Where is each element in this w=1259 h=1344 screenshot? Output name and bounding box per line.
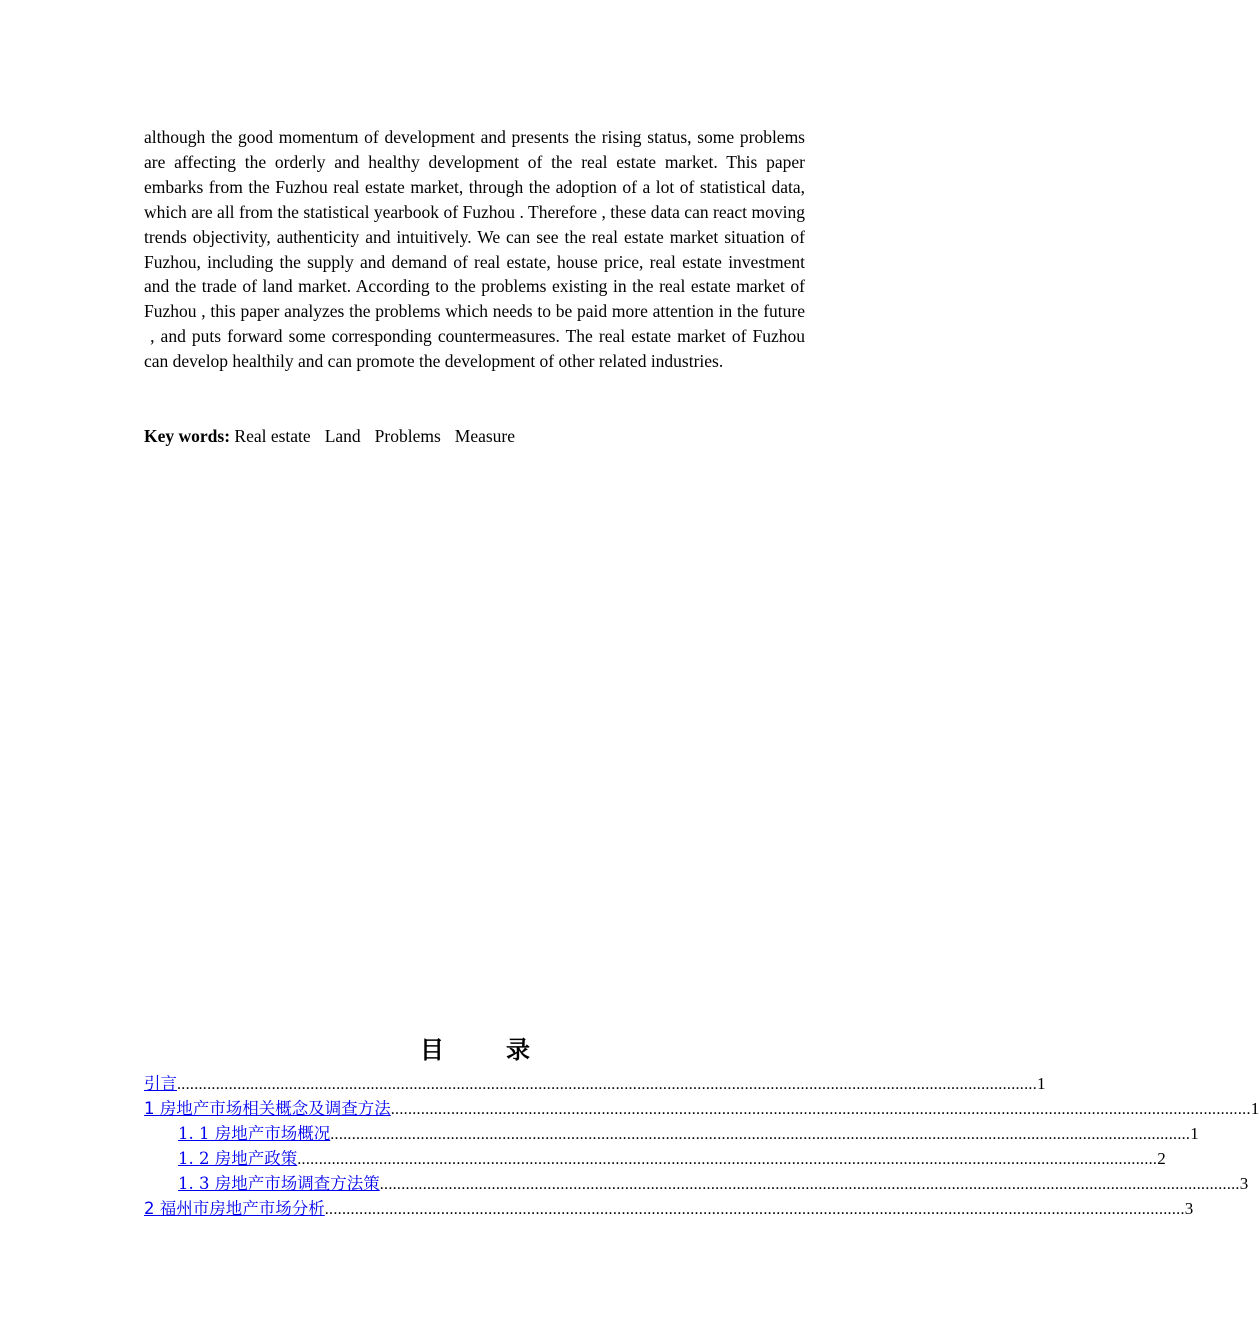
toc-entry xyxy=(144,1071,1046,1096)
toc-page-number: 1 xyxy=(1037,1074,1046,1093)
toc-title-char: 目 xyxy=(420,1036,444,1064)
toc-entry xyxy=(144,1146,1166,1171)
toc-entry xyxy=(144,1171,1249,1196)
toc-page-number: 2 xyxy=(1157,1149,1166,1168)
toc-page-number: 1 xyxy=(1190,1124,1199,1143)
toc-leader-dots: ........................................................................................................................................................................................................ xyxy=(390,1101,1251,1118)
table-of-contents xyxy=(144,1071,1259,1221)
keywords-line xyxy=(144,424,805,448)
toc-link-section-1-1[interactable]: 1. 1 房地产市场概况 xyxy=(178,1124,331,1143)
toc-leader-dots: ........................................................................................................................................................................................................ xyxy=(177,1076,1037,1093)
keyword-item: Real estate xyxy=(234,426,311,446)
toc-link-introduction[interactable]: 引言 xyxy=(144,1074,177,1093)
toc-leader-dots: ........................................................................................................................................................................................................ xyxy=(324,1201,1185,1218)
toc-page-number: 3 xyxy=(1239,1174,1249,1193)
toc-entry xyxy=(144,1121,1199,1146)
toc-link-section-1-3[interactable]: 1. 3 房地产市场调查方法策 xyxy=(178,1174,380,1193)
toc-title-char: 录 xyxy=(506,1036,530,1064)
toc-link-section-1-2[interactable]: 1. 2 房地产政策 xyxy=(178,1149,298,1168)
toc-entry xyxy=(144,1196,1194,1221)
toc-entry xyxy=(144,1096,1259,1121)
toc-page-number: 1 xyxy=(1250,1099,1259,1118)
keywords-label: Key words: xyxy=(144,426,231,446)
keyword-item: Land xyxy=(324,426,361,446)
toc-leader-dots: ........................................................................................................................................................................................................ xyxy=(330,1126,1191,1143)
toc-title xyxy=(0,1030,950,1065)
toc-link-chapter-1[interactable]: 1 房地产市场相关概念及调查方法 xyxy=(144,1099,391,1118)
toc-page-number: 3 xyxy=(1184,1199,1194,1218)
toc-leader-dots: ........................................................................................................................................................................................................ xyxy=(297,1151,1158,1168)
toc-leader-dots: ........................................................................................................................................................................................................ xyxy=(379,1176,1240,1193)
keyword-item: Problems xyxy=(374,426,441,446)
keyword-item: Measure xyxy=(454,426,516,446)
abstract-paragraph: although the good momentum of development and presents the rising status, some problems are affecting the orderly and healthy development of the real estate market. This paper embarks from the Fuzhou real estate market, through the adoption of a lot of statistical data, which are all from the statistical yearbook of Fuzhou . Therefore , these data can react moving trends objectivity, authenticity and intuitively. We can see the real estate market situation of Fuzhou, including the supply and demand of real estate, house price, real estate investment and the trade of land market. According to the problems existing in the real estate market of Fuzhou , this paper analyzes the problems which needs to be paid more attention in the future , and puts forward some corresponding countermeasures. The real estate market of Fuzhou can develop healthily and can promote the development of other related industries. xyxy=(144,127,805,372)
toc-link-chapter-2[interactable]: 2 福州市房地产市场分析 xyxy=(144,1199,325,1218)
